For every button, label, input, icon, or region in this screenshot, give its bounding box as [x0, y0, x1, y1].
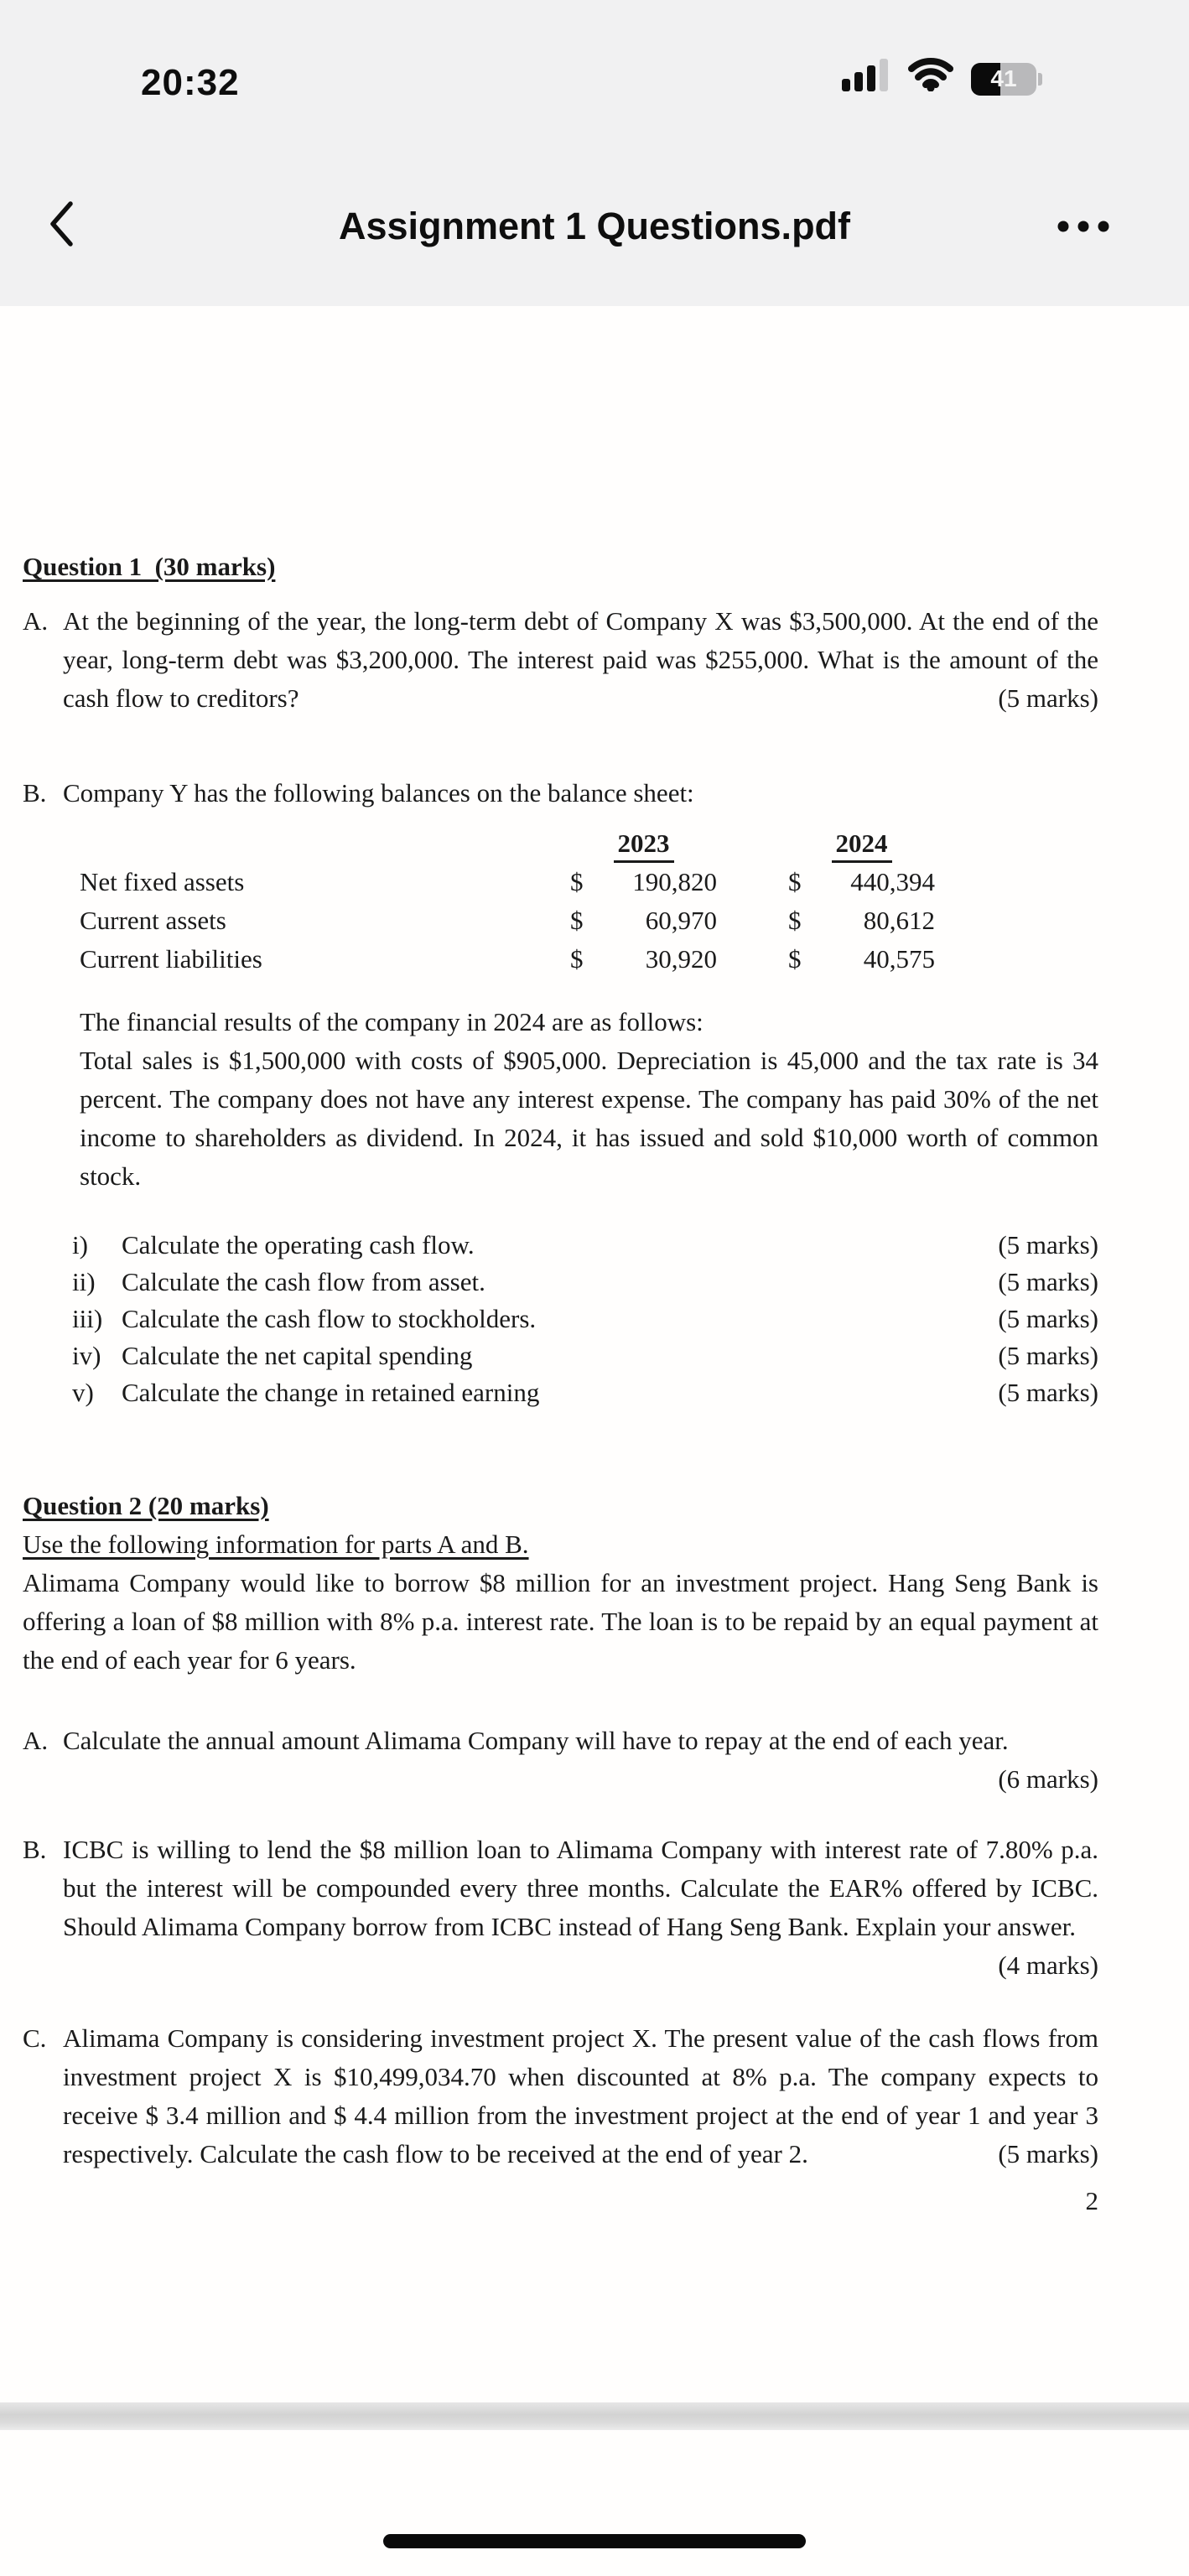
row-label: Current liabilities: [80, 944, 262, 974]
question-2-intro: Alimama Company would like to borrow $8 million for an investment project. Hang Seng Bank is offering a loan of $8 million with 8% p.a. interest rate. The loan is to be repaid by an equal payment at the end of each year for 6 years.: [23, 1568, 1098, 1675]
subpart-label: iv): [72, 1341, 101, 1370]
financials-body: Total sales is $1,500,000 with costs of $905,000. Depreciation is 45,000 and the tax rate is 34 percent. The company does not have any interest expense. The company has paid 30% of the net income to shareholders as dividend. In 2024, it has issued and sold $10,000 worth of common stock.: [80, 1046, 1098, 1191]
part-text: Company Y has the following balances on the balance sheet:: [63, 778, 694, 808]
wifi-icon: [908, 58, 953, 96]
part-label: B.: [23, 1835, 47, 1864]
currency-symbol: $: [788, 906, 802, 935]
top-chrome: [0, 0, 1189, 306]
row-label: Net fixed assets: [80, 867, 245, 896]
marks-label: (5 marks): [998, 1378, 1098, 1407]
part-body: [63, 1831, 1098, 1985]
currency-symbol: $: [788, 867, 802, 896]
question-2-part-b: [23, 1831, 1098, 1985]
question-1-part-a: [23, 602, 1098, 718]
part-text: At the beginning of the year, the long-term debt of Company X was $3,500,000. At the end of the year, long-term debt was $3,200,000. The interest paid was $255,000. What is the amount of the cash flow to creditors?: [63, 606, 1098, 713]
balance-sheet-table: [80, 824, 1098, 979]
part-text: ICBC is willing to lend the $8 million loan to Alimama Company with interest rate of 7.80% p.a. but the interest will be compounded every three months. Calculate the EAR% offered by ICBC. Should Alimama Company borrow from ICBC instead of Hang Seng Bank. Explain your answer.: [63, 1835, 1098, 1941]
subpart-label: iii): [72, 1304, 103, 1333]
question-2-heading: Question 2 (20 marks): [23, 1491, 269, 1520]
part-label: A.: [23, 1726, 49, 1755]
subpart-text: Calculate the change in retained earning: [122, 1378, 540, 1407]
subpart-text: Calculate the cash flow to stockholders.: [122, 1304, 537, 1333]
battery-level: 41: [990, 65, 1017, 91]
part-label: C.: [23, 2023, 47, 2053]
currency-symbol: $: [570, 944, 584, 974]
part-body: [63, 1722, 1098, 1799]
subpart-row: [72, 1301, 1098, 1337]
question-1-heading: Question 1 (30 marks): [23, 552, 276, 581]
row-label: Current assets: [80, 906, 226, 935]
financial-results-paragraph: [80, 1003, 1098, 1196]
table-header-row: [80, 824, 1098, 863]
value-2023: 30,920: [645, 944, 717, 974]
pdf-page-number: 2: [1085, 2186, 1098, 2215]
subpart-label: ii): [72, 1267, 96, 1296]
subpart-row: [72, 1227, 1098, 1264]
marks-label: (5 marks): [998, 1304, 1098, 1333]
subpart-text: Calculate the net capital spending: [122, 1341, 473, 1370]
subpart-label: i): [72, 1230, 88, 1259]
part-body: [63, 2019, 1098, 2174]
part-text: Alimama Company is considering investment project X. The present value of the cash flows from investment project X is $10,499,034.70 when discounted at 8% p.a. The company expects to receive $ 3.4 million and $ 4.4 million from the investment project at the end of year 1 and year 3 respectively. Calculate the cash flow to be received at the end of year 2.: [63, 2023, 1098, 2168]
marks-label: (5 marks): [998, 2139, 1098, 2168]
marks-label: (6 marks): [998, 1764, 1098, 1794]
currency-symbol: $: [570, 867, 584, 896]
marks-label: (4 marks): [998, 1950, 1098, 1980]
battery-body: [971, 63, 1036, 96]
ellipsis-icon: [1053, 218, 1129, 239]
value-2024: 40,575: [863, 944, 935, 974]
status-icons: [842, 62, 1042, 96]
home-indicator[interactable]: [383, 2534, 806, 2548]
table-header-2023: 2023: [570, 824, 717, 863]
next-pdf-page[interactable]: [0, 2430, 1189, 2576]
part-label: B.: [23, 778, 47, 808]
part-text: Calculate the annual amount Alimama Company will have to repay at the end of each year.: [63, 1726, 1009, 1755]
question-1-subparts: [72, 1227, 1098, 1411]
value-2024: 80,612: [863, 906, 935, 935]
cellular-signal-icon: [842, 58, 890, 96]
battery-icon: [971, 62, 1042, 96]
table-header-2024: 2024: [788, 824, 935, 863]
subpart-label: v): [72, 1378, 94, 1407]
marks-label: (5 marks): [998, 1267, 1098, 1296]
question-2-subheading: Use the following information for parts A and B.: [23, 1530, 529, 1559]
subpart-row: [72, 1374, 1098, 1411]
value-2023: 60,970: [645, 906, 717, 935]
marks-label: (5 marks): [998, 683, 1098, 713]
marks-label: (5 marks): [998, 1341, 1098, 1370]
battery-cap: [1038, 73, 1042, 86]
subpart-row: [72, 1337, 1098, 1374]
part-body: [63, 602, 1098, 718]
currency-symbol: $: [788, 944, 802, 974]
question-1-part-b: [23, 774, 1098, 813]
page-separator: [0, 2402, 1189, 2430]
table-row: [80, 901, 1098, 940]
table-row: [80, 863, 1098, 901]
pdf-document-page[interactable]: [0, 306, 1189, 2402]
value-2023: 190,820: [632, 867, 717, 896]
part-label: A.: [23, 606, 49, 636]
marks-label: (5 marks): [998, 1230, 1098, 1259]
page-title: Assignment 1 Questions.pdf: [338, 205, 851, 247]
question-2-part-c: [23, 2019, 1098, 2174]
status-time: 20:32: [141, 62, 240, 103]
value-2024: 440,394: [850, 867, 935, 896]
more-button[interactable]: [1053, 210, 1129, 247]
table-row: [80, 940, 1098, 979]
subpart-text: Calculate the operating cash flow.: [122, 1230, 475, 1259]
subpart-text: Calculate the cash flow from asset.: [122, 1267, 485, 1296]
financials-intro: The financial results of the company in 2024 are as follows:: [80, 1007, 704, 1036]
subpart-row: [72, 1264, 1098, 1301]
currency-symbol: $: [570, 906, 584, 935]
question-2-part-a: [23, 1722, 1098, 1799]
